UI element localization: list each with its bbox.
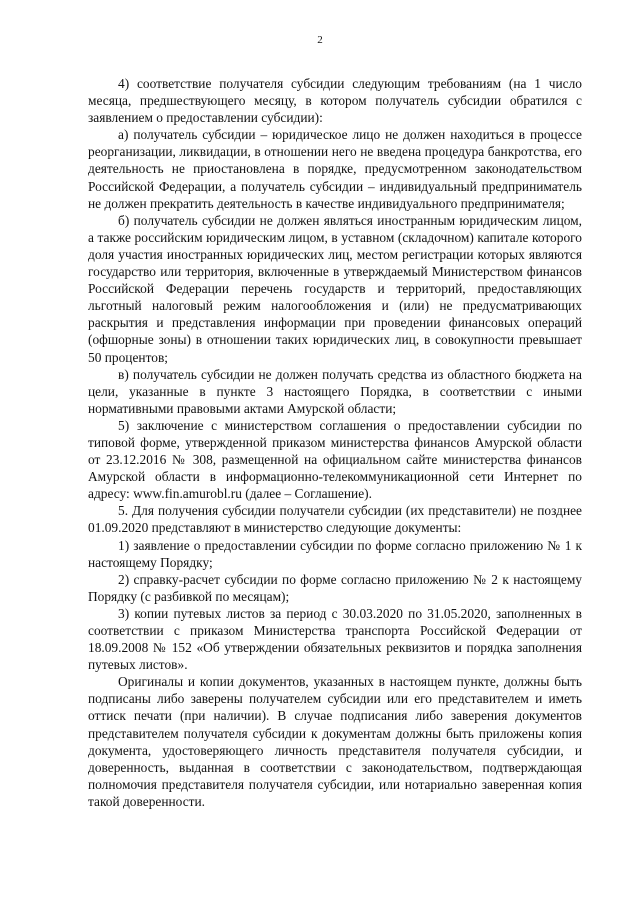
page-number: 2 xyxy=(317,34,323,46)
paragraph-subitem-b: б) получатель субсидии не должен являться иностранным юридическим лицом, а также российским юридическим лицом, в уставном (складочном) капитале которого доля участия иностранных юридических лиц, местом регистрации которых являются государство или территория, включенные в утверждаемый Министерством финансов Российской Федерации перечень государств и территорий, предоставляющих льготный налоговый режим налогообложения и (или) не предусматривающих раскрытия и представления информации при проведении финансовых операций (офшорные зоны) в отношении таких юридических лиц, в совокупности превышает 50 процентов; xyxy=(88,212,582,365)
document-body xyxy=(88,75,582,810)
paragraph-document-2: 2) справку-расчет субсидии по форме согласно приложению № 2 к настоящему Порядку (с разбивкой по месяцам); xyxy=(88,571,582,604)
paragraph-section-5: 5. Для получения субсидии получатели субсидии (их представители) не позднее 01.09.2020 представляют в министерство следующие документы: xyxy=(88,503,582,536)
paragraph-requirement-5: 5) заключение с министерством соглашения о предоставлении субсидии по типовой форме, утвержденной приказом министерства финансов Амурской области от 23.12.2016 № 308, размещенной на официальном сайте министерства финансов Амурской области в информационно-телекоммуникационной сети Интернет по адресу: www.fin.amurobl.ru (далее – Соглашение). xyxy=(88,417,582,502)
paragraph-originals: Оригиналы и копии документов, указанных в настоящем пункте, должны быть подписаны либо заверены получателем субсидии или его представителем и иметь оттиск печати (при наличии). В случае подписания либо заверения документов представителем получателя субсидии к документам должны быть приложены копия документа, удостоверяющего личность представителя получателя субсидии, и доверенность, выданная в соответствии с законодательством, подтверждающая полномочия представителя получателя субсидии, или нотариально заверенная копия такой доверенности. xyxy=(88,674,582,809)
paragraph-document-3: 3) копии путевых листов за период с 30.03.2020 по 31.05.2020, заполненных в соответствии с приказом Министерства транспорта Российской Федерации от 18.09.2008 № 152 «Об утверждении обязательных реквизитов и порядка заполнения путевых листов». xyxy=(88,605,582,673)
paragraph-subitem-a: а) получатель субсидии – юридическое лицо не должен находиться в процессе реорганизации, ликвидации, в отношении него не введена процедура банкротства, его деятельность не приостановлена в порядке, предусмотренном законодательством Российской Федерации, а получатель субсидии – индивидуальный предприниматель не должен прекратить деятельность в качестве индивидуального предпринимателя; xyxy=(88,127,582,211)
paragraph-subitem-v: в) получатель субсидии не должен получать средства из областного бюджета на цели, указанные в пункте 3 настоящего Порядка, в соответствии с иными нормативными правовыми актами Амурской области; xyxy=(88,366,582,416)
paragraph-requirement-4: 4) соответствие получателя субсидии следующим требованиям (на 1 число месяца, предшествующего месяцу, в котором получатель субсидии обратился с заявлением о предоставлении субсидии): xyxy=(88,76,582,126)
paragraph-document-1: 1) заявление о предоставлении субсидии по форме согласно приложению № 1 к настоящему Порядку; xyxy=(88,537,582,570)
